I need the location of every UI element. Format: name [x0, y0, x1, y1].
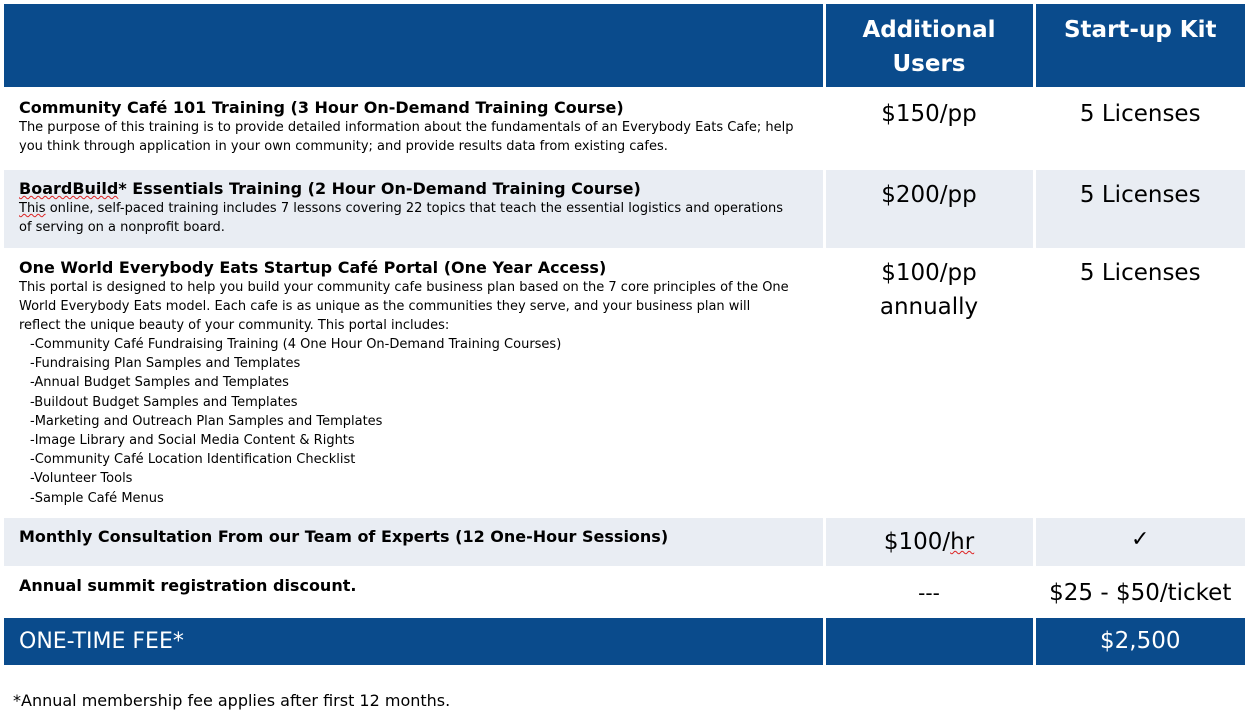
item-title: Annual summit registration discount.: [19, 576, 357, 595]
portal-item: -Image Library and Social Media Content & Rights: [30, 433, 355, 449]
additional-users-price: [826, 518, 1033, 559]
item-title: Community Café 101 Training (3 Hour On-Demand Training Course): [19, 98, 624, 117]
portal-item: -Buildout Budget Samples and Templates: [30, 394, 298, 410]
header-startup-kit: Start-up Kit: [1063, 17, 1217, 43]
item-cell: [4, 248, 824, 518]
kit-cell: [1034, 87, 1245, 170]
table-row: [4, 518, 1245, 566]
item-description: [4, 199, 823, 237]
checkmark-icon: ✓: [1131, 527, 1150, 552]
additional-users-price: ---: [918, 581, 940, 605]
item-title-rest: * Essentials Training (2 Hour On-Demand Training Course): [118, 179, 641, 198]
item-description-rest: online, self-paced training includes 7 lessons covering 22 topics that teach the essential logistics and operations of serving on a nonprofit board.: [19, 201, 784, 235]
kit-cell: [1034, 566, 1245, 618]
portal-item: -Fundraising Plan Samples and Templates: [30, 356, 301, 372]
fee-kit-price: $2,500: [1100, 628, 1181, 654]
price-cell: [824, 566, 1034, 618]
header-additional-users-cell: [824, 4, 1034, 87]
portal-item: -Community Café Fundraising Training (4 One Hour On-Demand Training Courses): [30, 337, 562, 352]
pricing-table: [4, 4, 1245, 665]
item-cell: [4, 87, 824, 170]
header-blank-cell: [4, 4, 824, 87]
item-cell: [4, 566, 824, 618]
item-title: Monthly Consultation From our Team of Experts (12 One-Hour Sessions): [19, 527, 669, 546]
fee-label: ONE-TIME FEE*: [19, 629, 184, 654]
footnote: *Annual membership fee applies after first 12 months.: [13, 691, 451, 710]
price-main: $100/: [883, 529, 951, 555]
additional-users-price: $150/pp: [881, 101, 977, 127]
item-title: One World Everybody Eats Startup Café Portal (One Year Access): [19, 258, 607, 277]
price-cell: [824, 87, 1034, 170]
kit-cell: [1034, 170, 1245, 248]
portal-item: -Community Café Location Identification Checklist: [30, 452, 356, 468]
table-row: [4, 87, 1245, 170]
spellcheck-word: This: [19, 201, 46, 216]
item-title: [4, 170, 823, 199]
kit-cell: [1034, 248, 1245, 518]
portal-item: -Volunteer Tools: [30, 471, 133, 487]
portal-item: -Marketing and Outreach Plan Samples and Templates: [30, 413, 383, 429]
header-startup-kit-cell: [1034, 4, 1245, 87]
price-cell: [824, 518, 1034, 566]
fee-blank-cell: [824, 618, 1034, 665]
item-cell: [4, 518, 824, 566]
kit-summit-discount: $25 - $50/ticket: [1049, 580, 1232, 606]
kit-licenses: 5 Licenses: [1079, 182, 1201, 208]
item-cell: [4, 170, 824, 248]
table-row: [4, 170, 1245, 248]
item-description: This portal is designed to help you build your community cafe business plan based on the 7 core principles of the One World Everybody Eats model. Each cafe is as unique as the communities they serve, and your business plan will reflect the unique beauty of your community. This portal includes:: [19, 280, 789, 333]
kit-licenses: 5 Licenses: [1079, 101, 1201, 127]
fee-row: [4, 618, 1245, 665]
price-cell: [824, 248, 1034, 518]
additional-users-price: $200/pp: [881, 182, 977, 208]
item-description: The purpose of this training is to provide detailed information about the fundamentals of an Everybody Eats Cafe; help you think through application in your own community; and provide results data from existing cafes.: [19, 120, 794, 154]
additional-users-price: $100/pp annually: [879, 260, 979, 320]
portal-item: -Sample Café Menus: [30, 490, 164, 506]
spellcheck-word: hr: [950, 529, 975, 555]
table-row: [4, 248, 1245, 518]
header-additional-users: Additional Users: [862, 17, 996, 77]
table-row: [4, 566, 1245, 618]
kit-cell: [1034, 518, 1245, 566]
price-cell: [824, 170, 1034, 248]
spellcheck-word: BoardBuild: [19, 179, 119, 198]
portal-item: -Annual Budget Samples and Templates: [30, 375, 289, 391]
header-row: [4, 4, 1245, 87]
kit-licenses: 5 Licenses: [1079, 260, 1201, 286]
fee-label-cell: [4, 618, 824, 665]
fee-kit-cell: [1034, 618, 1245, 665]
